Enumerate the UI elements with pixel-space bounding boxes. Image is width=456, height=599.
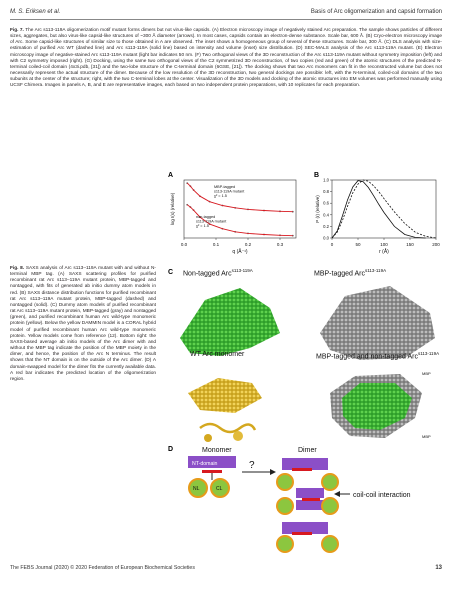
panel-b-ylabel: P (r) (relative) — [315, 195, 320, 223]
question-mark: ? — [249, 460, 255, 471]
panel-a-xtick-label: 0.1 — [212, 242, 220, 247]
fig7-text: The Arc s113-119A oligomerization motif mutant forms dimers but not virus-like capsids. (A) Electron microscopy image of negatively stained Arc preparation. The sample shows particles of different sizes, aggregates, but also virus-like capsid-like structures of ~300 Å diameter (arrows). In most cases, capsids contain an electron-dense substance. Scale bar, 600 Å. (B) Cryo-electron microscopy image of Arc. Some capsid-like structures of similar size to those obtained in A are observed. The inset shows a homogeneous group of several of these structures. Scale bar, 300 Å. (C) DLS analysis with size-estimation of purified Arc WT (dashed line) and Arc s113-119A (solid line) based on intensity and volume (inset) size distribution. (D) SEC-MALS analysis of the Arc s113-119A mutant. (E) Electron microscopy image of negative-stained Arc s113-119A mutant (light bar indicates 50 nm. (F) Two orthogonal views of the 3D reconstruction of the Arc s113-119A mutant without symmetry imposition (left) and with C2 symmetry imposed (right). (G) Docking, using the same two orthogonal views of the C2 symmetrized 3D reconstruction, of two copies (red and green) of the atomic structures of the predicted N-terminal coiled-coil domain (4x3i.pdb, [31]) and the two-lobe structure of the C-terminal domain (6GSE, [21]). The docking shows that two Arc monomers can fit in the reconstructed volume but does not necessarily represent the actual structure of the dimer. Because of the low resolution of the 3D reconstruction, two general dockings are possible: left, with the N-terminal, coiled-coil domains of the two subunits at the center of the structure; right, with the two C-terminal lobes at the center. Visualization of the 3D models and docking of the atomic structures into EM volumes was performed manually using UCSF Chimera. Images in panels A, B, and E are representative images, each based on two independent protein preparations, with 10 replicates for each preparation. — [10, 28, 442, 89]
panel-b-frame — [332, 180, 436, 238]
panel-d-letter: D — [168, 446, 174, 453]
panel-c-title-left: Non-tagged Arc$^{s113-119A}$ — [183, 268, 253, 278]
overlay-dummy-models — [330, 374, 422, 438]
panel-b-xtick-label: 200 — [432, 242, 440, 247]
panel-a-letter: A — [168, 172, 174, 179]
panel-b-mbp-line — [332, 180, 436, 238]
panel-b-ytick-label: 1.0 — [323, 177, 329, 183]
panel-a-legend-bottom: s113-119A mutant — [196, 219, 227, 224]
panel-a-legend-bottom: χ² = 1.5 — [196, 224, 209, 228]
nontagged-dummy-model — [180, 288, 280, 356]
cl-text: CL — [216, 486, 223, 492]
label-both-models: MBP-tagged and non-tagged Arc$^{s113-119A}$ — [316, 351, 440, 361]
fig7-label: Fig. 7. — [10, 28, 24, 33]
panel-a-legend-top: MBP-tagged — [214, 185, 236, 189]
mbp-tagged-dummy-model — [320, 286, 435, 360]
panel-b-xtick-label: 0 — [330, 242, 334, 247]
dimer-diagram — [277, 458, 338, 552]
oligomerization-bar — [202, 470, 222, 473]
fig7-caption — [10, 28, 442, 90]
panel-b-ytick-label: 0.0 — [323, 235, 329, 241]
panel-b-letter: B — [314, 172, 320, 179]
panel-c-title-right: MBP-tagged Arc$^{s113-119A}$ — [314, 268, 387, 278]
panel-b-ytick-label: 0.4 — [323, 212, 329, 218]
panel-a-legend-top: s113-119A mutant — [214, 189, 245, 194]
panel-b-pr-chart — [314, 176, 442, 258]
dimer-label: Dimer — [298, 447, 317, 454]
mbp-tag-top: MBP — [422, 371, 431, 376]
panel-a-xtick-label: 0.3 — [276, 242, 284, 247]
panel-b-ytick-label: 0.6 — [323, 200, 329, 206]
panel-a-fit-line — [187, 183, 293, 212]
label-wt-monomer: WT Arc monomer — [190, 351, 245, 358]
panel-c-models — [160, 278, 450, 448]
nt-domain-label: NT-domain — [192, 461, 218, 467]
panel-b-xlabel: r (Å) — [379, 249, 389, 255]
panel-b-xtick-label: 150 — [406, 242, 414, 247]
panel-a-legend-top: χ² = 1.5 — [214, 194, 227, 198]
panel-b-xtick-label: 50 — [355, 242, 361, 247]
mbp-tag-bottom: MBP — [422, 434, 431, 439]
monomer-label: Monomer — [202, 447, 232, 454]
panel-a-xtick-label: 0.2 — [244, 242, 252, 247]
footer-journal: The FEBS Journal (2020) © 2020 Federation of European Biochemical Societies — [10, 565, 195, 571]
panel-a-saxs-chart — [166, 176, 306, 256]
panel-a-xtick-label: 0.0 — [180, 242, 188, 247]
coil-interaction-label: coil-coil interaction — [353, 492, 411, 499]
nl-text: NL — [193, 486, 200, 492]
panel-b-ytick-label: 0.2 — [323, 223, 329, 229]
panel-b-ytick-label: 0.8 — [323, 189, 329, 195]
panel-b-xtick-label: 100 — [380, 242, 388, 247]
panel-a-xlabel: q (Å⁻¹) — [232, 249, 248, 255]
panel-a-legend-bottom: non-tagged — [196, 215, 216, 219]
running-title: Basis of Arc oligomerization and capsid formation — [310, 9, 442, 15]
panel-d-domain-swap-model — [170, 444, 450, 560]
page-number: 13 — [435, 565, 442, 571]
panel-a-ylabel: log I(s) (relative) — [170, 192, 175, 226]
header-rule — [10, 19, 442, 20]
panel-c-letter: C — [168, 269, 174, 276]
fig8-text: SAXS analysis of Arc s113–119A mutant with and without N-terminal MBP tag. (A) SAXS scattering profiles for purified recombinant rat Arc s113–119A mutant protein, MBP-tagged and nontagged, with fits of generated ab initio dummy atom models in red. (B) SAXS distance distribution functions for purified recombinant rat Arc s113–119A mutant protein, MBP-tagged (dashed) and nontagged (solid). (C) Dummy atom models of purified recombinant rat Arc s113–119A mutant protein, MBP-tagged (gray) and nontagged (green), and purified recombinant human Arc wild-type monomeric protein (yellow). Below the yellow DAMMIN model is a CORAL hybrid model of purified recombinant human Arc wild-type monomeric protein. Yellow models come from reference (12). Bottom right: the SAXS-based average ab initio models of the Arc dimer with and without the MBP tag indicate the position of the MBP moiety in the dimer, and hence, the position of the Arc N terminus. The result shows that the NT domain is on the outside of the Arc dimer. (D) A domain-swapped model for the dimer fits the currently available data. A red bar indicates the predicted location of the oligomerization region. — [10, 266, 156, 382]
fig8-label: Fig. 8. — [10, 266, 25, 271]
fig8-caption — [10, 266, 156, 383]
running-authors: M. S. Eriksen et al. — [10, 9, 61, 15]
wt-monomer-model — [188, 378, 262, 442]
